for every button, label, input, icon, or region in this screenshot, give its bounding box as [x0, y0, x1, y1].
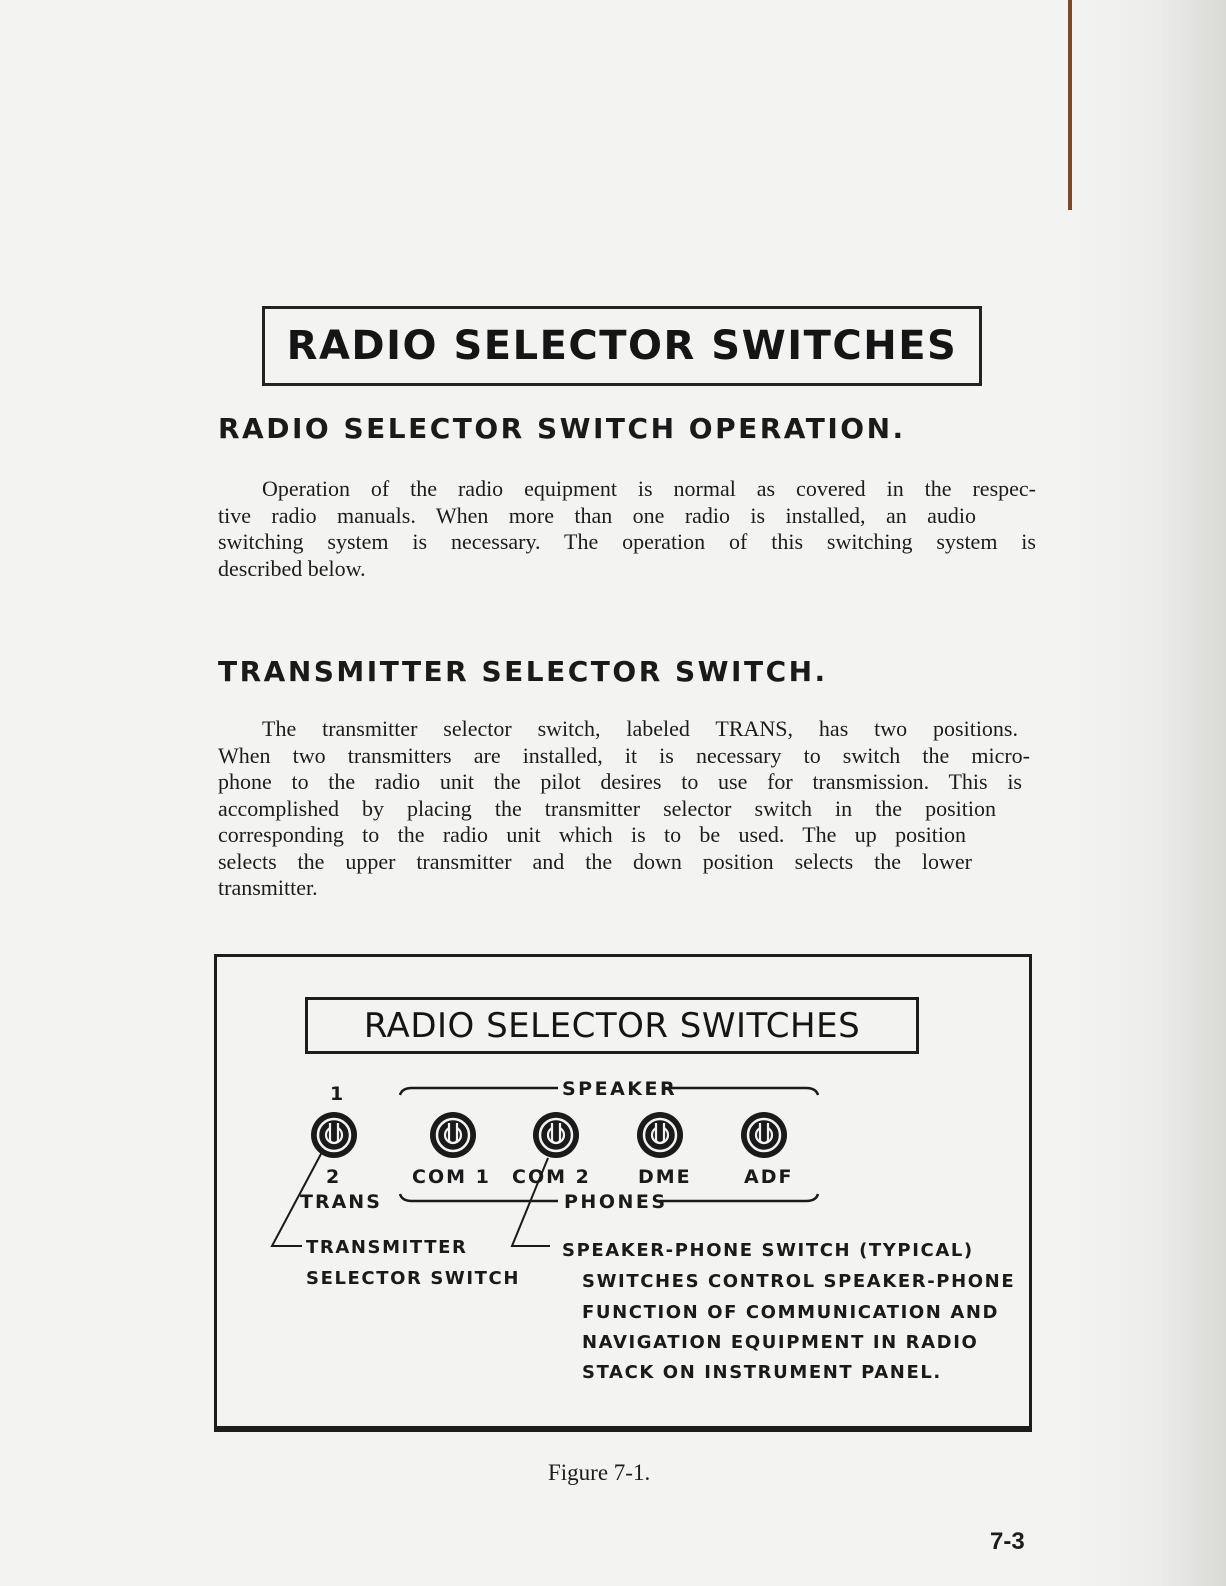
speaker-phone-callout-line: FUNCTION OF COMMUNICATION AND — [582, 1302, 1000, 1323]
section-heading-operation: RADIO SELECTOR SWITCH OPERATION. — [218, 412, 906, 445]
speaker-phone-callout-line: NAVIGATION EQUIPMENT IN RADIO — [582, 1332, 979, 1353]
trans-label: TRANS — [300, 1191, 382, 1213]
section-heading-transmitter: TRANSMITTER SELECTOR SWITCH. — [218, 655, 828, 688]
trans-position-2-label: 2 — [326, 1166, 342, 1188]
figure-title: RADIO SELECTOR SWITCHES — [363, 1005, 861, 1046]
com1-switch-icon — [430, 1112, 476, 1158]
paragraph-line: phone to the radio unit the pilot desires to use for transmission. This is — [218, 769, 1022, 794]
phones-label: PHONES — [564, 1191, 668, 1213]
page-number: 7-3 — [990, 1528, 1025, 1555]
figure-caption: Figure 7-1. — [548, 1460, 651, 1485]
speaker-phone-callout-line: STACK ON INSTRUMENT PANEL. — [582, 1362, 942, 1383]
switch-label-com2: COM 2 — [512, 1166, 591, 1188]
trans-position-1-label: 1 — [330, 1083, 346, 1105]
paragraph-line: switching system is necessary. The operation of this switching system is — [218, 529, 1036, 554]
paragraph-line: Operation of the radio equipment is normal as covered in the respec- — [262, 476, 1036, 501]
speaker-phone-callout-line: SWITCHES CONTROL SPEAKER-PHONE — [582, 1271, 1016, 1292]
paragraph-line: When two transmitters are installed, it is necessary to switch the micro- — [218, 742, 1030, 768]
paragraph-line: selects the upper transmitter and the down position selects the lower — [218, 848, 972, 874]
paragraph-line: The transmitter selector switch, labeled TRANS, has two positions. — [262, 716, 1018, 741]
speaker-phone-callout-line: SPEAKER-PHONE SWITCH (TYPICAL) — [562, 1240, 974, 1261]
dme-switch-icon — [637, 1112, 683, 1158]
paragraph-line: transmitter. — [218, 875, 318, 900]
paragraph-line: corresponding to the radio unit which is to be used. The up position — [218, 822, 966, 847]
transmitter-callout-line: SELECTOR SWITCH — [306, 1268, 521, 1289]
adf-switch-icon — [741, 1112, 787, 1158]
switch-label-adf: ADF — [744, 1166, 794, 1188]
switch-label-dme: DME — [638, 1166, 692, 1188]
switch-label-com1: COM 1 — [412, 1166, 491, 1188]
com2-switch-icon — [533, 1112, 579, 1158]
speaker-label: SPEAKER — [562, 1078, 678, 1100]
paragraph-line: accomplished by placing the transmitter selector switch in the position — [218, 795, 996, 821]
transmitter-callout-line: TRANSMITTER — [306, 1237, 468, 1258]
page-title: RADIO SELECTOR SWITCHES — [286, 323, 958, 369]
paragraph-line: described below. — [218, 555, 366, 581]
trans-switch-icon — [311, 1112, 357, 1158]
paragraph-line: tive radio manuals. When more than one radio is installed, an audio — [218, 502, 976, 528]
